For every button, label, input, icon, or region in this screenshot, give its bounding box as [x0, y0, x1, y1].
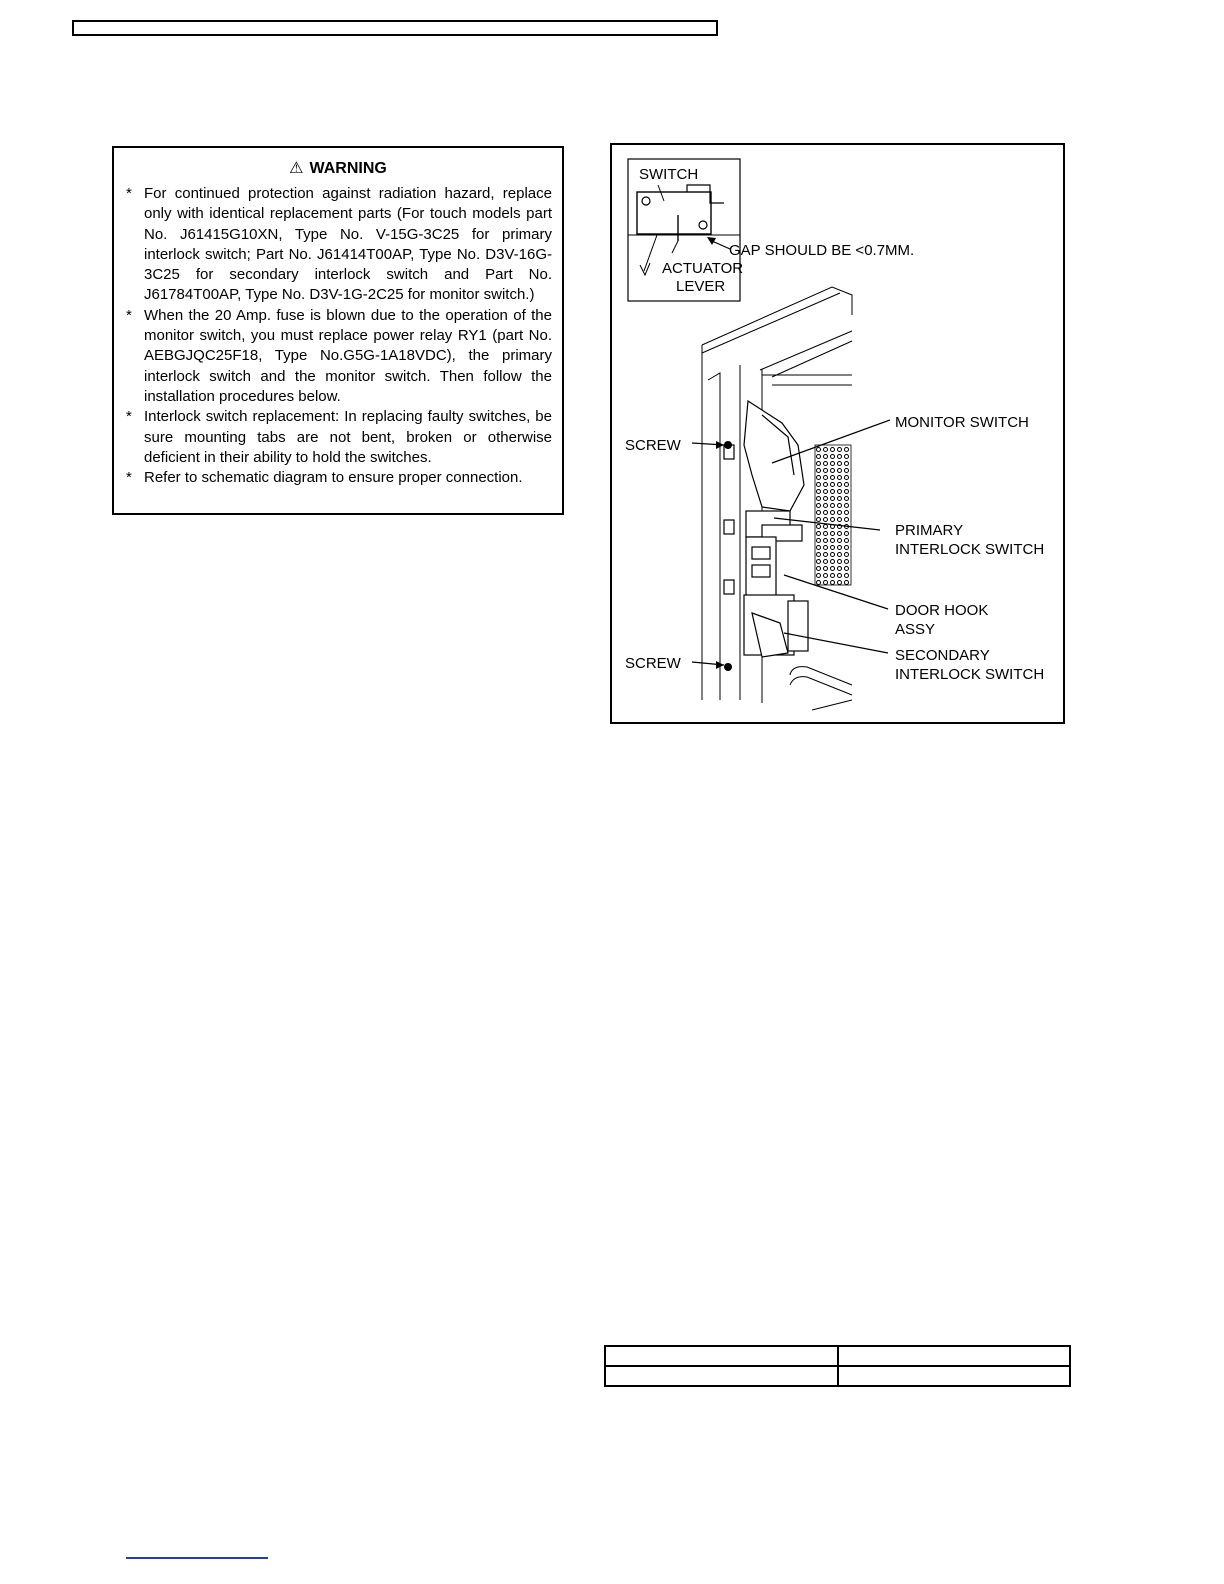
header-bar [72, 20, 718, 36]
bullet-icon: * [126, 408, 132, 426]
footer-link-underline[interactable] [126, 1557, 268, 1559]
label-primary-line1: PRIMARY [895, 522, 964, 539]
warning-item-text: When the 20 Amp. fuse is blown due to the operation of the monitor switch, you must replace power relay RY1 (part No. AEBGJQC25F18, Type No.G5G-1A18VDC), the primary interlock switch and the monitor switch. Then follow the installation procedures below. [144, 306, 552, 405]
screw-bottom-icon [724, 663, 732, 671]
warning-item [124, 184, 552, 306]
warning-item-text: For continued protection against radiation hazard, replace only with identical replacement parts (For touch models part No. J61415G10XN, Type No. V-15G-3C25 for primary interlock switch; Part No. J61414T00AP, Type No. D3V-16G-3C25 for secondary interlock switch and Part No. J61784T00AP, Type No. D3V-1G-2C25 for monitor switch.) [144, 185, 552, 304]
empty-table [604, 1345, 1071, 1387]
figure-drawing [612, 145, 1063, 722]
warning-title-text: WARNING [309, 160, 387, 177]
label-screw-top: SCREW [625, 437, 681, 454]
label-switch: SWITCH [639, 166, 699, 183]
label-lever: LEVER [676, 278, 726, 295]
switch-assembly [724, 401, 808, 657]
label-secondary-line2: INTERLOCK SWITCH [895, 666, 1045, 683]
table-column-divider [837, 1347, 839, 1385]
bullet-icon: * [126, 185, 132, 202]
warning-item [124, 407, 552, 468]
warning-triangle-icon: ⚠ [289, 160, 304, 177]
label-door-hook-line2: ASSY [895, 621, 936, 638]
warning-item [124, 306, 552, 407]
warning-item-text: Refer to schematic diagram to ensure proper connection. [144, 469, 523, 487]
warning-item-text: Interlock switch replacement: In replacing faulty switches, be sure mounting tabs are not bent, broken or otherwise deficient in their ability to hold the switches. [144, 408, 552, 466]
label-screw-bottom: SCREW [625, 655, 681, 672]
label-secondary-line1: SECONDARY [895, 647, 990, 664]
warning-item [124, 468, 552, 488]
warning-box [112, 146, 564, 515]
label-actuator: ACTUATOR [662, 260, 744, 277]
label-monitor-switch: MONITOR SWITCH [895, 414, 1029, 431]
label-gap-note: GAP SHOULD BE <0.7MM. [729, 242, 915, 259]
grille-panel [815, 445, 851, 585]
bullet-icon: * [126, 469, 132, 487]
label-primary-line2: INTERLOCK SWITCH [895, 541, 1045, 558]
label-door-hook-line1: DOOR HOOK [895, 602, 989, 619]
interlock-switch-figure [610, 143, 1065, 724]
warning-title [124, 158, 552, 178]
screw-top-icon [724, 441, 732, 449]
bullet-icon: * [126, 306, 132, 324]
